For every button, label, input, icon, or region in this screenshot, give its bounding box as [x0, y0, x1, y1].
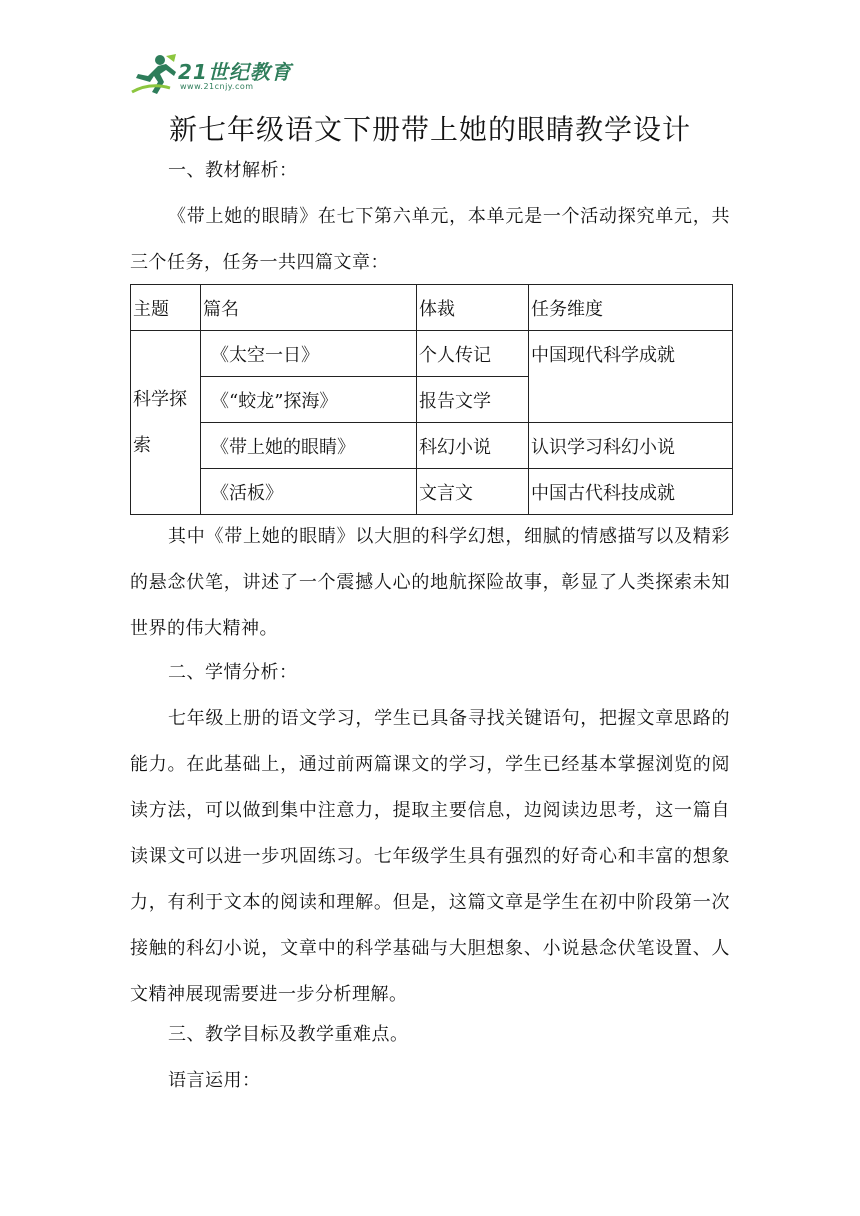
- table-cell-genre: 文言文: [417, 469, 529, 515]
- text-table: [130, 284, 733, 515]
- section1-intro: 《带上她的眼睛》在七下第六单元，本单元是一个活动探究单元，共三个任务，任务一共四篇文章：: [130, 206, 730, 273]
- logo-name: 21世纪教育: [178, 60, 292, 84]
- logo: [130, 52, 305, 96]
- table-header-cell: 篇名: [201, 285, 417, 331]
- table-cell-dimension: 中国现代科学成就: [529, 331, 733, 423]
- section2-body: 七年级上册的语文学习，学生已具备寻找关键语句，把握文章思路的能力。在此基础上，通过前两篇课文的学习，学生已经基本掌握浏览的阅读方法，可以做到集中注意力，提取主要信息，边阅读边思考，这一篇自读课文可以进一步巩固练习。七年级学生具有强烈的好奇心和丰富的想象力，有利于文本的阅读和理解。但是，这篇文章是学生在初中阶段第一次接触的科幻小说，文章中的科学基础与大胆想象、小说悬念伏笔设置、人文精神展现需要进一步分析理解。: [130, 708, 730, 1005]
- table-row: [131, 331, 733, 377]
- table-row: [131, 469, 733, 515]
- section3-heading: 三、教学目标及教学重难点。: [168, 1024, 409, 1045]
- table-header-cell: 体裁: [417, 285, 529, 331]
- table-cell-genre: 个人传记: [417, 331, 529, 377]
- table-row: [131, 423, 733, 469]
- table-cell-title: 《活板》: [201, 469, 417, 515]
- table-header-row: [131, 285, 733, 331]
- table-cell-genre: 报告文学: [417, 377, 529, 423]
- subject-cell: 科学探索: [131, 331, 201, 515]
- section1-heading: 一、教材解析：: [168, 160, 298, 181]
- table-cell-dimension: 中国古代科技成就: [529, 469, 733, 515]
- table-cell-title: 《太空一日》: [201, 331, 417, 377]
- table-header-cell: 主题: [131, 285, 201, 331]
- page-title: 新七年级语文下册带上她的眼睛教学设计: [168, 113, 691, 146]
- table-cell-dimension: 认识学习科幻小说: [529, 423, 733, 469]
- table-cell-title: 《带上她的眼睛》: [201, 423, 417, 469]
- table-cell-title: 《“蛟龙”探海》: [201, 377, 417, 423]
- section1-body: 其中《带上她的眼睛》以大胆的科学幻想，细腻的情感描写以及精彩的悬念伏笔，讲述了一个震撼人心的地航探险故事，彰显了人类探索未知世界的伟大精神。: [130, 526, 730, 639]
- section2-heading: 二、学情分析：: [168, 662, 298, 683]
- runner-icon: [130, 52, 178, 96]
- section3-sub: 语言运用：: [168, 1070, 261, 1091]
- table-header-cell: 任务维度: [529, 285, 733, 331]
- table-cell-genre: 科幻小说: [417, 423, 529, 469]
- logo-url: www.21cnjy.com: [180, 82, 254, 91]
